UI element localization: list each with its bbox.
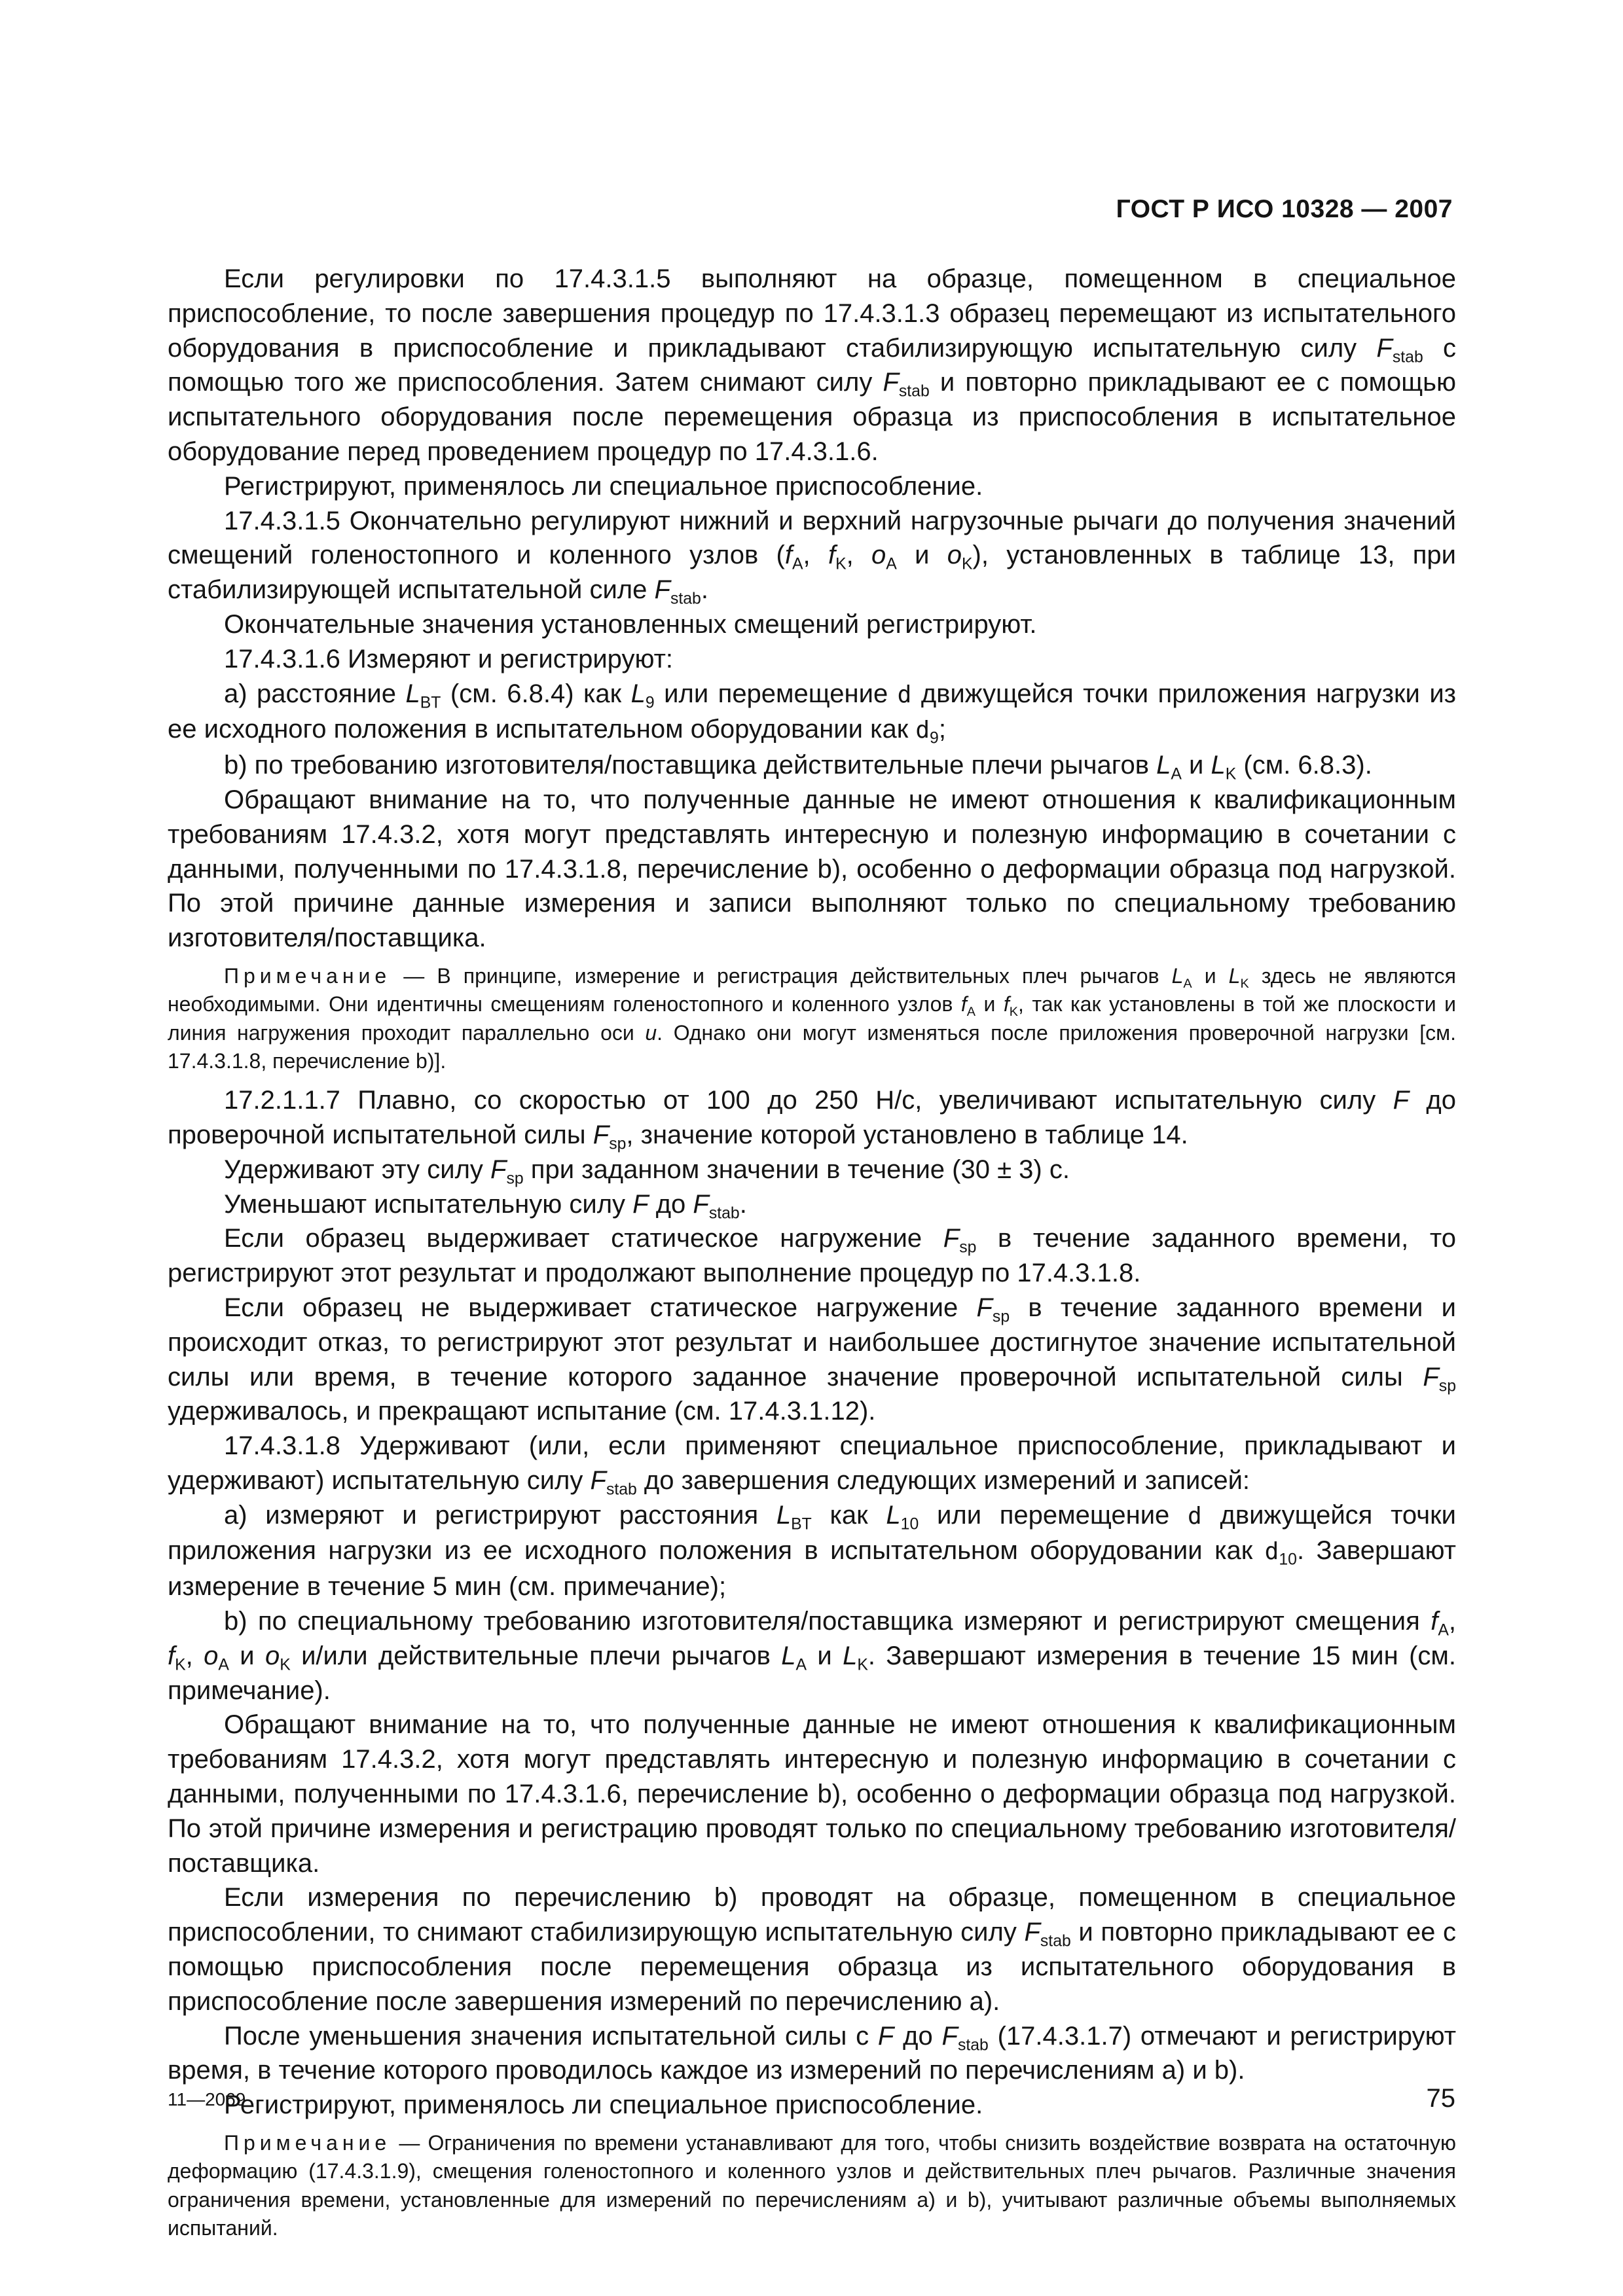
document-body <box>168 262 1456 2250</box>
paragraph: 17.4.3.1.5 Окончательно регулируют нижний и верхний нагрузочные рычаги до получения значений смещений голеностопного и коленного узлов ($f_A$, $f_K$, $o_A$ и $o_K$), установленных в таблице 13, при стабилизирующей испытательной силе $F_{stab}$. <box>168 506 1456 608</box>
paragraph: Обращают внимание на то, что полученные данные не имеют отношения к квалификационным требованиям 17.4.3.2, хотя могут представлять интересную и полезную информацию в сочетании с данными, полученными по 17.4.3.1.8, перечисление b), особенно о деформации образца под нагрузкой. По этой причине данные измерения и записи выполняют только по специальному требованию изготовителя/поставщика. <box>168 785 1456 953</box>
list-item: а) расстояние $L_{BT}$ (см. 6.8.4) как $L_9$ или перемещение d движущейся точки приложения нагрузки из ее исходного положения в испытательном оборудовании как $d_9$; <box>168 679 1457 748</box>
paragraph: Обращают внимание на то, что полученные данные не имеют отношения к квалификационным требованиям 17.4.3.2, хотя могут представлять интересную и полезную информацию в сочетании с данными, полученными по 17.4.3.1.6, перечисление b), особенно о деформации образца под нагрузкой. По этой причине измерения и регистрацию проводят только по специальному требованию изготовителя/поставщика. <box>168 1710 1456 1878</box>
print-code: 11—2069 <box>168 2089 246 2109</box>
paragraph: Если образец выдерживает статическое нагружение $F_{sp}$ в течение заданного времени, то регистрируют этот результат и продолжают выполнение процедур по 17.4.3.1.8. <box>168 1224 1457 1288</box>
standard-header: ГОСТ Р ИСО 10328 — 2007 <box>1116 195 1453 223</box>
paragraph: Уменьшают испытательную силу F до $F_{stab}$. <box>224 1189 747 1223</box>
paragraph: После уменьшения значения испытательной силы с F до $F_{stab}$ (17.4.3.1.7) отмечают и регистрируют время, в течение которого проводилось каждое из измерений по перечислениям а) и b). <box>168 2021 1457 2085</box>
paragraph: Если образец не выдерживает статическое нагружение $F_{sp}$ в течение заданного времени и происходит отказ, то регистрируют этот результат и наибольшее достигнутое значение испытательной силы или время, в течение которого заданное значение проверочной испытательной силы $F_{sp}$ удерживалось, и прекращают испытание (см. 17.4.3.1.12). <box>168 1293 1456 1426</box>
list-item: а) измеряют и регистрируют расстояния $L_{BT}$ как $L_{10}$ или перемещение d движущейся точки приложения нагрузки из ее исходного положения в испытательном оборудовании как $d_{10}$. Завершают измерение в течение 5 мин (см. примечание); <box>168 1500 1457 1602</box>
paragraph: Если измерения по перечислению b) проводят на образце, помещенном в специальное приспособлении, то снимают стабилизирующую испытательную силу $F_{stab}$ и повторно прикладывают ее с помощью приспособления после перемещения образца из испытательного оборудования в приспособление после завершения измерений по перечислению а). <box>168 1883 1456 2016</box>
page-number: 75 <box>1426 2084 1455 2113</box>
list-item: b) по требованию изготовителя/поставщика действительные плечи рычагов $L_A$ и $L_K$ (см. 6.8.3). <box>224 751 1372 783</box>
list-item: b) по специальному требованию изготовителя/поставщика измеряют и регистрируют смещения $f_A$, $f_K$, $o_A$ и $o_K$ и/или действительные плечи рычагов $L_A$ и $L_K$. Завершают измерения в течение 15 мин (см. примечание). <box>168 1607 1457 1705</box>
paragraph: 17.2.1.1.7 Плавно, со скоростью от 100 до 250 Н/с, увеличивают испытательную силу F до проверочной испытательной силы $F_{sp}$, значение которой установлено в таблице 14. <box>168 1086 1457 1153</box>
note-label: Примечание <box>224 963 392 988</box>
paragraph: Удерживают эту силу $F_{sp}$ при заданном значении в течение (30 ± 3) с. <box>224 1155 1070 1188</box>
paragraph: 17.4.3.1.6 Измеряют и регистрируют: <box>224 644 674 673</box>
note: Примечание — В принципе, измерение и регистрация действительных плеч рычагов $L_A$ и $L_K$ здесь не являются необходимыми. Они идентичны смещениям голеностопного и коленного узлов $f_A$ и $f_K$, так как установлены в той же плоскости и линия нагружения проходит параллельно оси u. Однако они могут изменяться после приложения проверочной нагрузки [см. 17.4.3.1.8, перечисление b)]. <box>168 963 1457 1073</box>
note-label: Примечание <box>224 2131 392 2155</box>
paragraph: Если регулировки по 17.4.3.1.5 выполняют на образце, помещенном в специальное приспособление, то после завершения процедур по 17.4.3.1.3 образец перемещают из испытательного оборудования в приспособление и прикладывают стабилизирующую испытательную силу $F_{stab}$ с помощью того же приспособления. Затем снимают силу $F_{stab}$ и повторно прикладывают ее с помощью испытательного оборудования после перемещения образца из приспособления в испытательное оборудование перед проведением процедур по 17.4.3.1.6. <box>168 264 1456 466</box>
note: Примечание — Ограничения по времени устанавливают для того, чтобы снизить воздействие возврата на остаточную деформацию (17.4.3.1.9), смещения голеностопного и коленного узлов и действительных плеч рычагов. Различные значения ограничения времени, установленные для измерений по перечислениям а) и b), учитывают различные объемы выполняемых испытаний. <box>168 2131 1456 2240</box>
paragraph: Регистрируют, применялось ли специальное приспособление. <box>224 471 983 501</box>
paragraph: 17.4.3.1.8 Удерживают (или, если применяют специальное приспособление, прикладывают и удерживают) испытательную силу $F_{stab}$ до завершения следующих измерений и записей: <box>168 1431 1456 1499</box>
paragraph: Окончательные значения установленных смещений регистрируют. <box>224 609 1037 639</box>
paragraph: Регистрируют, применялось ли специальное приспособление. <box>224 2090 983 2120</box>
